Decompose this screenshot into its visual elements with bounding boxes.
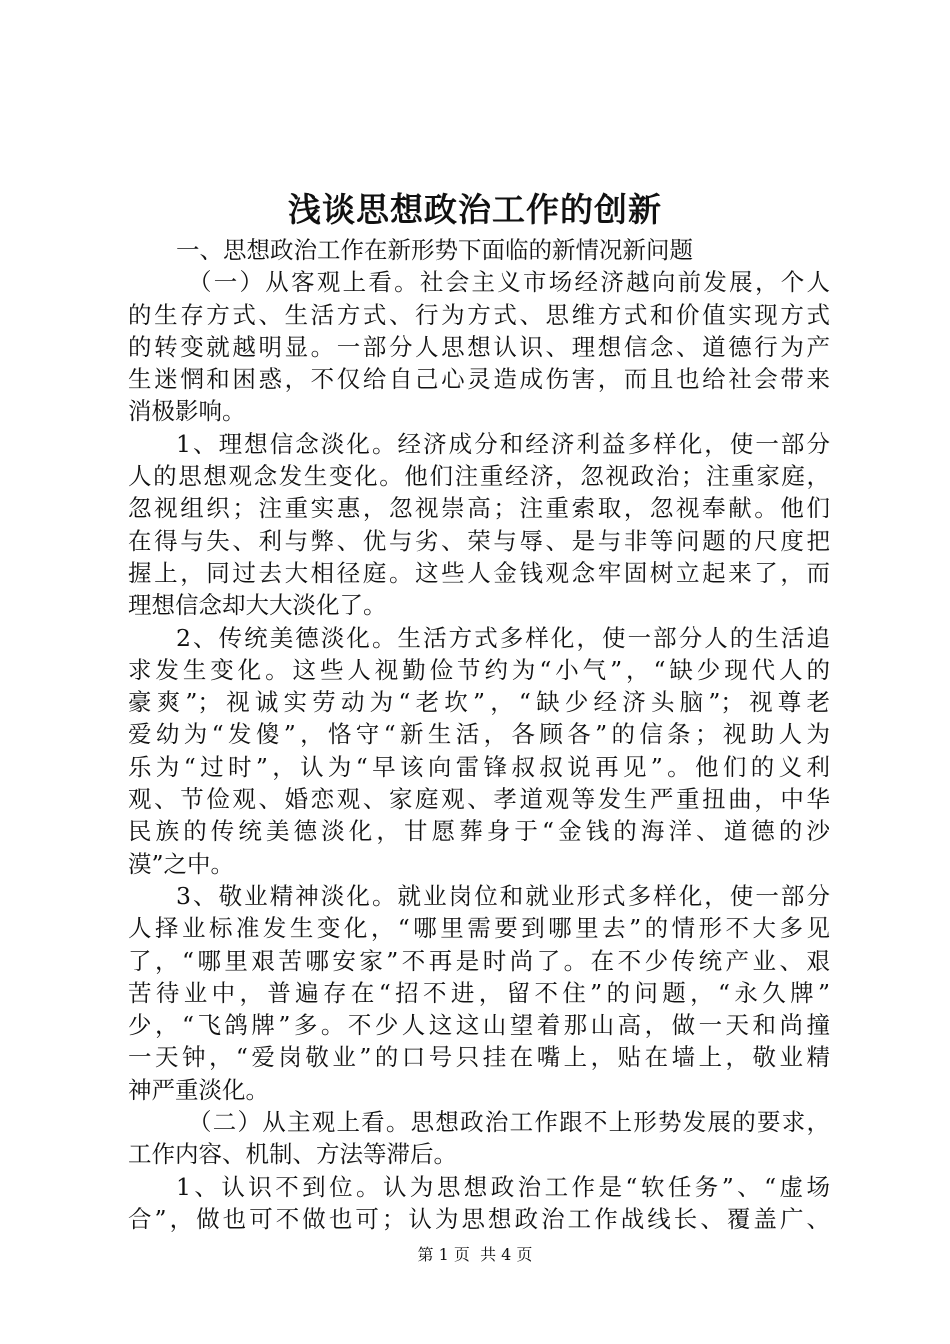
paragraph-line: 2、传统美德淡化。生活方式多样化，使一部分人的生活追 xyxy=(176,623,830,652)
paragraph-line: 漠”之中。 xyxy=(128,849,235,878)
document-title: 浅谈思想政治工作的创新 xyxy=(288,190,662,229)
paragraph-line: 工作内容、机制、方法等滞后。 xyxy=(128,1140,457,1169)
paragraph-line: （二）从主观上看。思想政治工作跟不上形势发展的要求， xyxy=(188,1108,830,1137)
paragraph-line: 豪爽”；视诚实劳动为“老坎”，“缺少经济头脑”；视尊老 xyxy=(128,688,830,717)
paragraph-line: 生迷惘和困惑，不仅给自己心灵造成伤害，而且也给社会带来 xyxy=(128,365,830,394)
paragraph-line: 1、认识不到位。认为思想政治工作是“软任务”、“虚场 xyxy=(176,1172,830,1201)
paragraph-line: （一）从客观上看。社会主义市场经济越向前发展，个人 xyxy=(188,268,830,297)
paragraph-line: 的生存方式、生活方式、行为方式、思维方式和价值实现方式 xyxy=(128,300,830,329)
paragraph-line: 一天钟，“爱岗敬业”的口号只挂在嘴上，贴在墙上，敬业精 xyxy=(128,1043,830,1072)
paragraph-line: 握上，同过去大相径庭。这些人金钱观念牢固树立起来了，而 xyxy=(128,558,830,587)
section-heading: 一、思想政治工作在新形势下面临的新情况新问题 xyxy=(176,236,693,264)
page-number: 第 1 页 共 4 页 xyxy=(417,1245,533,1264)
paragraph-line: 了，“哪里艰苦哪安家”不再是时尚了。在不少传统产业、艰 xyxy=(128,946,830,975)
paragraph-line: 爱幼为“发傻”，恪守“新生活，各顾各”的信条；视助人为 xyxy=(128,720,830,749)
paragraph-line: 民族的传统美德淡化，甘愿葬身于“金钱的海洋、道德的沙 xyxy=(128,817,830,846)
paragraph-line: 的转变就越明显。一部分人思想认识、理想信念、道德行为产 xyxy=(128,332,830,361)
paragraph-line: 乐为“过时”，认为“早该向雷锋叔叔说再见”。他们的义利 xyxy=(128,752,830,781)
paragraph-line: 求发生变化。这些人视勤俭节约为“小气”，“缺少现代人的 xyxy=(128,655,830,684)
paragraph-line: 在得与失、利与弊、优与劣、荣与辱、是与非等问题的尺度把 xyxy=(128,526,830,555)
paragraph-line: 观、节俭观、婚恋观、家庭观、孝道观等发生严重扭曲，中华 xyxy=(128,785,830,814)
paragraph-line: 消极影响。 xyxy=(128,397,246,426)
paragraph-line: 理想信念却大大淡化了。 xyxy=(128,591,387,620)
paragraph-line: 苦待业中，普遍存在“招不进，留不住”的问题，“永久牌” xyxy=(128,978,830,1007)
paragraph-line: 1、理想信念淡化。经济成分和经济利益多样化，使一部分 xyxy=(176,429,830,458)
paragraph-line: 忽视组织；注重实惠，忽视崇高；注重索取，忽视奉献。他们 xyxy=(128,494,830,523)
paragraph-line: 人的思想观念发生变化。他们注重经济，忽视政治；注重家庭， xyxy=(128,462,830,491)
paragraph-line: 神严重淡化。 xyxy=(128,1075,269,1104)
document-body xyxy=(128,234,830,1235)
paragraph-line: 人择业标准发生变化，“哪里需要到哪里去”的情形不大多见 xyxy=(128,914,830,943)
paragraph-line: 3、敬业精神淡化。就业岗位和就业形式多样化，使一部分 xyxy=(176,881,830,910)
paragraph-line: 少，“飞鸽牌”多。不少人这这山望着那山高，做一天和尚撞 xyxy=(128,1011,830,1040)
paragraph-line: 合”，做也可不做也可；认为思想政治工作战线长、覆盖广、 xyxy=(128,1204,830,1233)
